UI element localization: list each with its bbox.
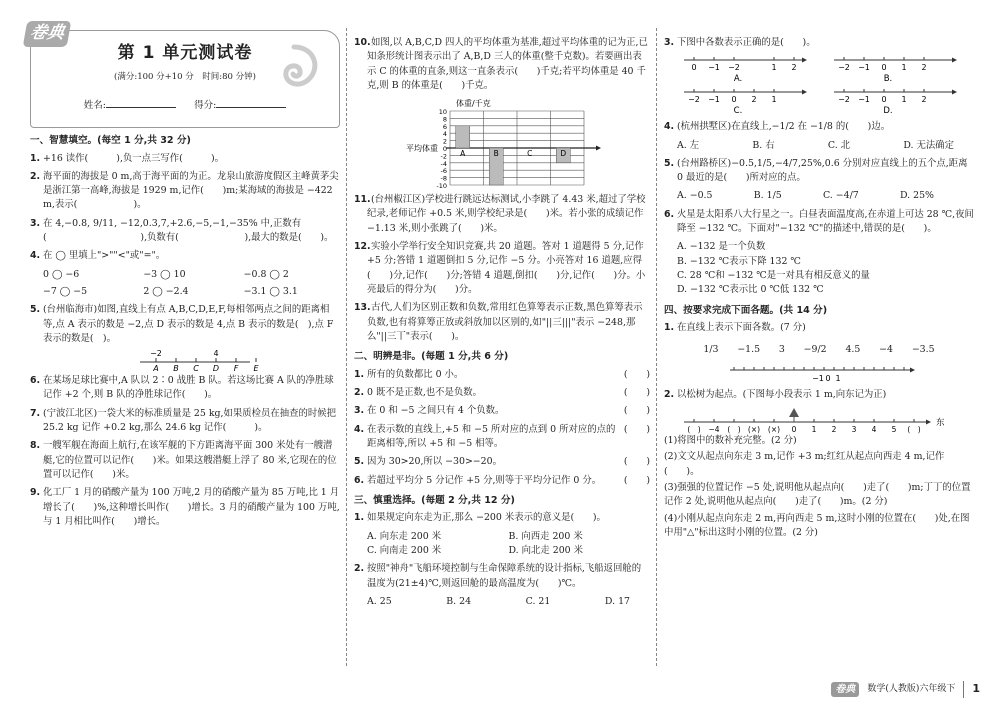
option[interactable]: A. −132 是一个负数: [677, 241, 766, 253]
judge-list: [354, 368, 650, 488]
q3-tick-label: −2: [838, 63, 850, 73]
q3-tick-label: −2: [688, 95, 700, 105]
east-label: 东: [936, 418, 945, 429]
chart-axis-arrow-icon: [596, 146, 601, 151]
q5-point-label: F: [233, 364, 239, 373]
plot-number: 3: [778, 344, 785, 356]
judge-item: 4. 在表示数的直线上,+5 和 −5 所对应的点到 0 所对应的点的距离相等,所以 +5 和 −5 相等。 ( ): [354, 423, 650, 452]
s4-tick-label: ( ): [727, 425, 741, 435]
q5-top-label: 4: [213, 349, 219, 359]
chart-tick-label: 6: [442, 122, 447, 131]
judge-paren[interactable]: ( ): [623, 405, 650, 417]
question: 9. 化工厂 1 月的硝酸产量为 100 万吨,2 月的硝酸产量为 85 万吨,比 1 月增长了( )%,这种增长叫作( )增长。3 月的硝酸产量为 100 万吨,与 1 月相比叫作( )增长。: [30, 487, 340, 527]
question: 2. 以松树为起点。(下图每小段表示 1 m,向东记为正): [664, 388, 887, 400]
chart-tick-label: 2: [442, 137, 447, 146]
book-title: 数学(人教版)六年级下: [867, 683, 956, 694]
page-footer: [831, 681, 980, 698]
sub-question: (2)文文从起点向东走 3 m,记作 +3 m;红红从起点向西走 4 m,记作( )。: [664, 451, 945, 477]
plot-number: 4.5: [845, 344, 861, 356]
column-1: [28, 23, 340, 680]
q5-point-label: B: [173, 364, 179, 373]
options: [664, 189, 974, 203]
compare-item: 0 ◯ −6: [43, 268, 80, 280]
s4-tick-label: (×): [767, 425, 781, 435]
question: 5. (台州路桥区)−0.5,1/5,−4/7,25%,0.6 分别对应直线上的五个点,距离 0 最近的是( )所对应的点。: [664, 157, 971, 184]
q3-number-lines: [664, 54, 974, 120]
q3-tick-label: 0: [881, 63, 887, 73]
question: 1. +16 读作( ),负一点三写作( )。: [30, 152, 225, 164]
chart-category-label: C: [527, 149, 533, 159]
sub-question: (3)强强的位置记作 −5 处,说明他从起点向( )走了( )m;丁丁的位置记作 2 处,说明他从起点向( )走了( )m。(2 分): [664, 481, 971, 508]
q3-tick-label: 0: [881, 95, 887, 105]
column-3: [664, 36, 974, 680]
question: 12. 实验小学举行安全知识竞赛,共 20 道题。答对 1 道题得 5 分,记作 +5 分;答错 1 道题倒扣 5 分,记作 −5 分。小亮答对 16 道题,应得( )分,记作( )分;答错 4 道题,倒扣( )分,记作( )分。小亮最后的得分为( )分。: [354, 241, 647, 295]
question: 6. 在某场足球比赛中,A 队以 2∶0 战胜 B 队。若这场比赛 A 队的净胜球记作 +2 个,则 B 队的净胜球记作( )。: [30, 375, 334, 401]
name-label: 姓名:: [83, 99, 106, 111]
chart-category-label: A: [460, 149, 466, 159]
s4-tick-label: 1: [811, 425, 817, 435]
arrow-icon: [926, 420, 931, 425]
arrow-icon: [952, 90, 957, 95]
plot-number: −3.5: [911, 344, 935, 356]
question: 6. 火星是太阳系八大行星之一。白昼表面温度高,在赤道上可达 28 ℃,夜间降至 −132 ℃。下面对"−132 ℃"的描述中,错误的是( )。: [664, 208, 974, 235]
chart-tick-label: -4: [440, 159, 447, 168]
judge-paren[interactable]: ( ): [623, 368, 650, 380]
judge-item: 3. 在 0 和 −5 之间只有 4 个负数。 ( ): [354, 404, 650, 418]
option[interactable]: D. 向北走 200 米: [508, 544, 583, 556]
swirl-decoration-icon: [259, 37, 329, 107]
q5-point-label: C: [193, 364, 199, 373]
page-number: 1: [963, 681, 980, 698]
options: [664, 240, 974, 297]
q3-tick-label: 2: [791, 63, 797, 73]
question: 4. 在 ◯ 里填上">""<"或"="。: [30, 250, 166, 262]
score-label: 得分:: [194, 99, 217, 111]
chart-tick-label: 0: [442, 145, 447, 154]
numbers-to-plot: [664, 339, 974, 361]
q3-tick-label: −2: [728, 63, 740, 73]
q3-option-label: A.: [733, 74, 743, 85]
q3-tick-label: −1: [708, 63, 720, 73]
chart-title: 体重/千克: [456, 99, 491, 109]
option[interactable]: A. 25: [367, 595, 392, 607]
q3-tick-label: 1: [901, 95, 907, 105]
question: 3. 下图中各数表示正确的是( )。: [664, 37, 816, 48]
q3-tick-label: 2: [921, 63, 927, 73]
option[interactable]: C. 21: [525, 595, 551, 607]
q3-line-option[interactable]: [834, 57, 957, 84]
sub-question: (4)小刚从起点向东走 2 m,再向西走 5 m,这时小刚的位置在( )处,在图中用"△"标出这时小刚的位置。(2 分): [664, 512, 970, 538]
section-4-title: 四、按要求完成下面各题。(共 14 分): [664, 304, 828, 316]
s4-tick-label: 5: [891, 425, 897, 435]
chart-tick-label: -10: [436, 182, 447, 191]
options: [354, 530, 650, 559]
s4-tick-label: −1: [812, 373, 824, 383]
page-title: 第 1 单元测试卷: [117, 43, 253, 63]
s4-tick-label: 3: [851, 425, 857, 435]
chart-tick-label: 4: [442, 130, 447, 139]
judge-paren[interactable]: ( ): [623, 474, 650, 486]
footer-logo: 卷典: [831, 682, 859, 697]
chart-tick-label: -6: [440, 167, 447, 176]
sub-question: (1)将图中的数补充完整。(2 分): [664, 435, 797, 447]
compare-item: −3 ◯ 10: [143, 268, 186, 280]
option[interactable]: C. 28 ℃和 −132 ℃是一对具有相反意义的量: [677, 269, 870, 281]
question: 13. 古代,人们为区别正数和负数,常用红色算筹表示正数,黑色算筹表示负数,也有将算筹正放或斜放加以区别的,如"||三|||"表示 −248,那么"||三丅"表示( )。: [354, 302, 643, 342]
plot-number: 1/3: [703, 344, 719, 356]
q3-line-option[interactable]: [684, 89, 807, 116]
arrow-icon: [802, 58, 807, 63]
q3-tick-label: 0: [691, 63, 697, 73]
chart-y-label: 平均体重: [406, 144, 438, 154]
q3-tick-label: 1: [771, 95, 777, 105]
q3-tick-label: −2: [838, 95, 850, 105]
options: [354, 595, 650, 609]
s4-number-line-2[interactable]: [664, 406, 974, 434]
chart-bar: [456, 126, 470, 148]
s4-tick-label: 4: [871, 425, 877, 435]
option[interactable]: B. 24: [446, 595, 472, 607]
option[interactable]: B. 右: [752, 139, 775, 151]
judge-paren[interactable]: ( ): [623, 387, 650, 399]
option[interactable]: A. 向东走 200 米: [367, 530, 442, 542]
question: 4. (杭州拱墅区)在直线上,−1/2 在 −1/8 的( )边。: [664, 121, 891, 133]
s4-tick-label: 1: [835, 373, 841, 383]
question: 2. 海平面的海拔是 0 m,高于海平面的为正。龙泉山旅游度假区主峰黄茅尖是浙江第一高峰,海拔是 1929 m,记作( )m;某海域的海拔是 −422 m,表示( )。: [30, 170, 339, 211]
q3-tick-label: 1: [771, 63, 777, 73]
publisher-logo: 卷典: [23, 21, 72, 47]
s4-number-line-1[interactable]: [664, 362, 974, 388]
q3-line-option[interactable]: [684, 57, 807, 84]
section-2-title: 二、明辨是非。(每题 1 分,共 6 分): [354, 351, 509, 363]
judge-paren[interactable]: ( ): [623, 456, 650, 468]
s4-tick-label: ( ): [687, 425, 701, 435]
option[interactable]: D. 17: [604, 595, 630, 607]
question: 1. 在直线上表示下面各数。(7 分): [664, 322, 806, 334]
chart-tick-label: 10: [438, 108, 447, 117]
s4-tick-label: 2: [831, 425, 837, 435]
option[interactable]: C. 向南走 200 米: [367, 544, 442, 556]
q3-tick-label: 0: [731, 95, 737, 105]
option[interactable]: A. −0.5: [677, 190, 713, 202]
column-2: [354, 36, 650, 680]
option[interactable]: B. 1/5: [753, 190, 782, 202]
option[interactable]: C. −4/7: [822, 190, 859, 202]
chart-tick-label: 8: [442, 115, 447, 124]
section-3-title: 三、慎重选择。(每题 2 分,共 12 分): [354, 494, 515, 506]
q3-tick-label: 1: [901, 63, 907, 73]
question: 5. (台州临海市)如图,直线上有点 A,B,C,D,E,F,每相邻两点之间的距离相等,点 A 表示的数是 −2,点 D 表示的数是 4,点 B 表示的数是( ),点 F 表示的数是( )。: [30, 304, 337, 344]
question: 11. (台州椒江区)学校进行跳远达标测试,小李跳了 4.43 米,超过了学校纪录,老师记作 +0.5 米,则学校纪录是( )米。若小张的成绩记作 −1.13 米,则小张跳了( )米。: [354, 194, 647, 234]
plot-number: −1.5: [737, 344, 761, 356]
weight-bar-chart: [354, 97, 650, 191]
judge-paren[interactable]: ( ): [623, 423, 650, 435]
q3-tick-label: −1: [858, 63, 870, 73]
q5-point-label: E: [253, 364, 259, 373]
question: 10. 如图,以 A,B,C,D 四人的平均体重为基准,超过平均体重的记为正,已知条形统计图表示出了 A,B,D 三人的体重(整千克数)。若要画出表示 C 的体重的直条,则这一直条表示( )千克;若平均体重是 40 千克,则 B 的体重是( )千克。: [354, 37, 648, 91]
q5-top-label: −2: [150, 349, 162, 359]
q3-option-label: B.: [883, 74, 893, 85]
judge-item: 2. 0 既不是正数,也不是负数。 ( ): [354, 386, 650, 400]
option[interactable]: B. −132 ℃表示下降 132 ℃: [677, 255, 801, 267]
name-blank[interactable]: [106, 98, 176, 108]
compare-item: −3.1 ◯ 3.1: [243, 285, 298, 297]
question: 3. 在 4,−0.8, 9/11, −12,0.3,7,+2.6,−5,−1,−35% 中,正数有( ),负数有( ),最大的数是( )。: [30, 217, 334, 244]
s4-tick-label: −4: [708, 425, 720, 435]
q5-point-label: A: [153, 364, 159, 373]
q5-number-line: [30, 348, 340, 372]
arrow-icon: [910, 367, 915, 372]
compare-item: −7 ◯ −5: [43, 285, 88, 297]
s4-tick-label: 0: [825, 373, 831, 383]
pine-tree-icon: [789, 408, 799, 417]
plot-number: −4: [879, 344, 893, 356]
option[interactable]: D. 无法确定: [903, 139, 954, 151]
chart-tick-label: -2: [440, 152, 447, 161]
page-subtitle: (满分:100 分+10 分 时间:80 分钟): [114, 71, 256, 82]
q3-tick-label: 2: [921, 95, 927, 105]
question: 7. (宁波江北区)一袋大米的标准质量是 25 kg,如果质检员在抽查的时候把 25.2 kg 记作 +0.2 kg,那么 24.6 kg 记作( )。: [30, 407, 339, 434]
q3-tick-label: 2: [751, 95, 757, 105]
judge-item: 6. 若超过平均分 5 分记作 +5 分,则等于平均分记作 0 分。 ( ): [354, 474, 650, 488]
option[interactable]: D. −132 ℃表示比 0 ℃低 132 ℃: [677, 284, 824, 296]
option[interactable]: D. 25%: [899, 190, 934, 202]
option[interactable]: B. 向西走 200 米: [508, 530, 583, 542]
s4-tick-label: ( ): [907, 425, 921, 435]
test-header: [28, 23, 340, 128]
arrow-icon: [802, 90, 807, 95]
question: 8. 一艘军舰在海面上航行,在该军舰的下方距离海平面 300 米处有一艘潜艇,它的位置可以记作( )米。如果这艘潜艇上浮了 80 米,它现在的位置可以记作( )米。: [30, 440, 337, 480]
compare-item: −0.8 ◯ 2: [243, 268, 289, 280]
s4-tick-label: 0: [791, 425, 797, 435]
section-1-title: 一、智慧填空。(每空 1 分,共 32 分): [30, 135, 191, 146]
option[interactable]: A. 左: [677, 139, 700, 151]
chart-category-label: B: [493, 149, 499, 159]
q3-option-label: D.: [883, 106, 893, 117]
compare-item: 2 ◯ −2.4: [143, 285, 189, 297]
question: 2. 按照"神舟"飞船环境控制与生命保障系统的设计指标,飞船返回舱的温度为(21±4)℃,则返回舱的最高温度为( )℃。: [354, 563, 642, 589]
chart-category-label: D: [560, 149, 567, 159]
q3-option-label: C.: [733, 106, 743, 117]
compare-grid: [30, 268, 340, 300]
s4-tick-label: (×): [747, 425, 761, 435]
q5-point-label: D: [212, 364, 220, 373]
arrow-icon: [952, 58, 957, 63]
chart-tick-label: -8: [440, 174, 447, 183]
option[interactable]: C. 北: [827, 139, 851, 151]
q3-tick-label: −1: [858, 95, 870, 105]
judge-item: 5. 因为 30>20,所以 −30>−20。 ( ): [354, 455, 650, 469]
plot-number: −9/2: [803, 344, 827, 356]
q3-tick-label: −1: [708, 95, 720, 105]
question: 1. 如果规定向东走为正,那么 −200 米表示的意义是( )。: [354, 512, 606, 524]
options: [664, 139, 974, 153]
judge-item: 1. 所有的负数都比 0 小。 ( ): [354, 368, 650, 382]
q3-line-option[interactable]: [834, 89, 957, 116]
q2-sub-questions: [664, 434, 974, 540]
